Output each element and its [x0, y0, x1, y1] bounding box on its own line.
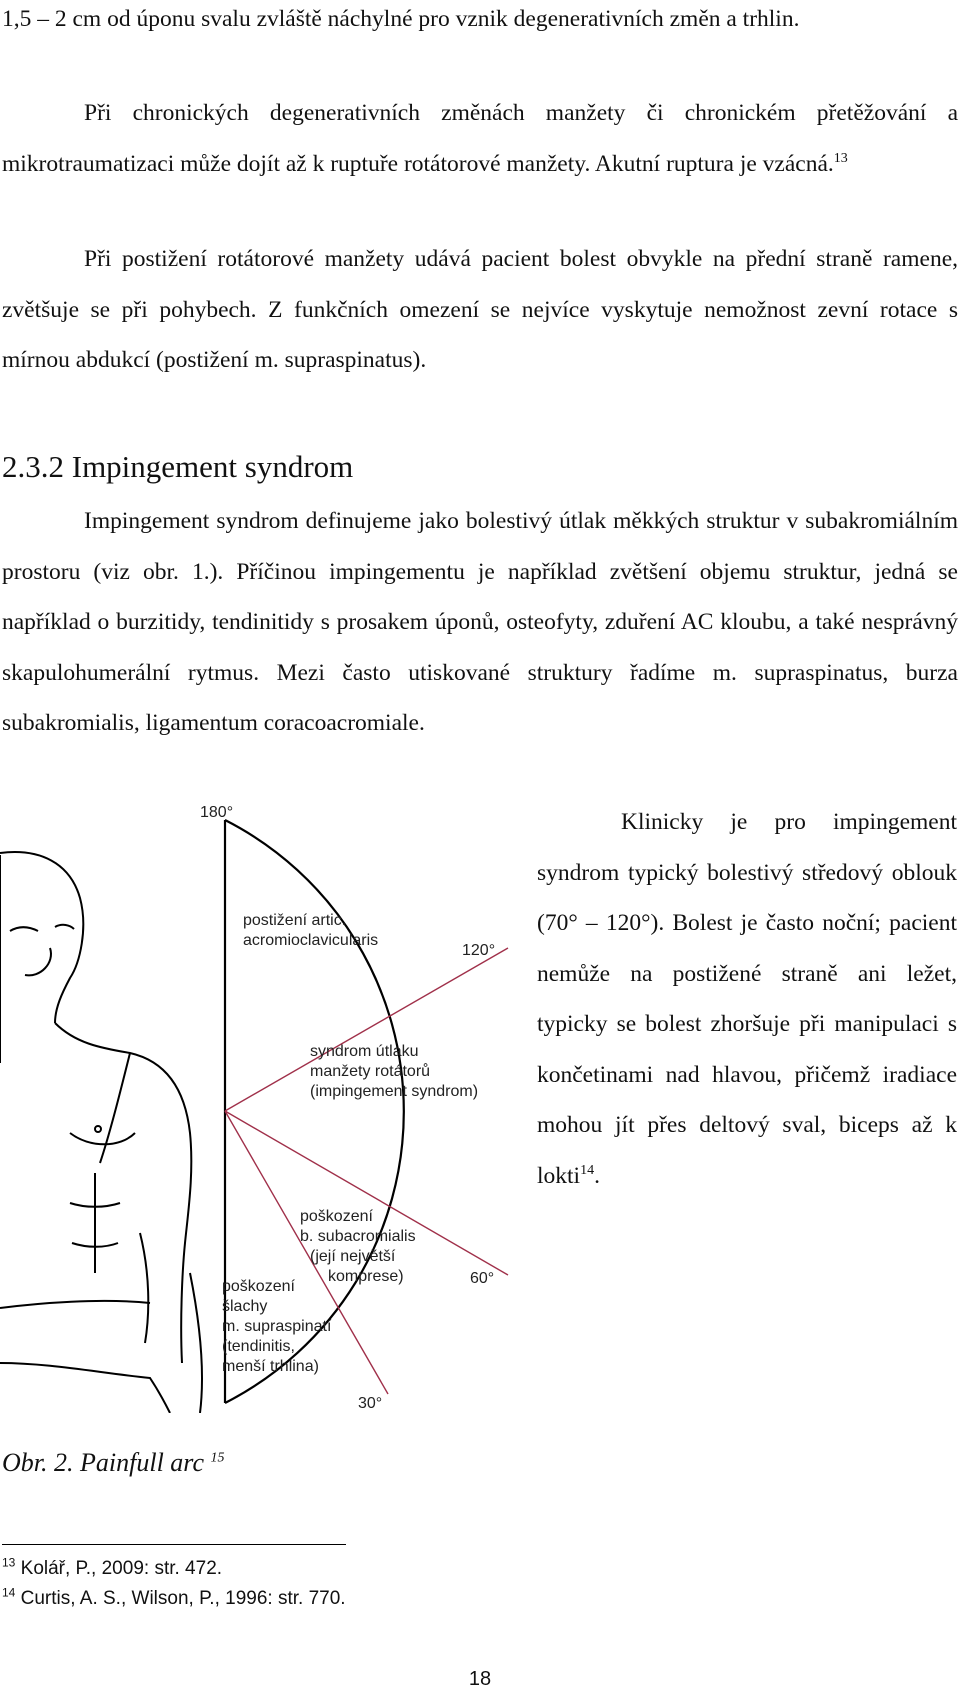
underwear-line: [0, 1363, 170, 1413]
paragraph-1: 1,5 – 2 cm od úponu svalu zvláště náchylné pro vznik degenerativních změn a trhlin.: [2, 6, 800, 32]
zone-tendon-line-5: menší trhlina): [222, 1358, 319, 1375]
footnote-14: [2, 1585, 346, 1610]
zone-bursa-line-1: poškození: [300, 1208, 373, 1225]
footnote-13-number: 13: [2, 1555, 16, 1570]
zone-label-tendon: [222, 1278, 332, 1375]
zone-impingement-line-1: syndrom útlaku: [310, 1043, 419, 1060]
eye-left: [10, 927, 38, 931]
paragraph-5-text: Klinicky je pro impingement syndrom typický bolestivý středový oblouk (70° – 120°). Bolest je často noční; pacient nemůže na postižené straně ani ležet, typicky se bolest zhoršuje při manipulaci s končetinami nad hlavou, přičemž iradiace mohou jít přes deltový sval, biceps až k lokti: [537, 809, 957, 1189]
footnote-13: [2, 1555, 223, 1580]
zone-label-impingement: [310, 1043, 478, 1100]
zone-bursa-line-3: (její největší: [310, 1248, 396, 1265]
zone-label-bursa: [300, 1208, 416, 1285]
footnote-13-text: Kolář, P., 2009: str. 472.: [20, 1558, 223, 1579]
paragraph-5: [537, 797, 957, 1201]
torso-side: [140, 1233, 148, 1343]
shoulder-arm-right: [55, 1023, 191, 1363]
caption-text: Obr. 2. Painfull arc: [2, 1448, 204, 1477]
pectoral-line: [70, 1133, 135, 1144]
footnote-14-text: Curtis, A. S., Wilson, P., 1996: str. 770.: [20, 1588, 346, 1609]
paragraph-2-text: Při chronických degenerativních změnách manžety či chronickém přetěžování a mikrotraumatizaci může dojít až k ruptuře rotátorové manžety. Akutní ruptura je vzácná.: [2, 100, 958, 177]
zone-ac-line-1: postižení artic.: [243, 912, 347, 929]
footnote-divider: [2, 1544, 346, 1545]
paragraph-2: [2, 88, 958, 189]
zone-bursa-line-4: komprese): [328, 1268, 404, 1285]
page-number: 18: [468, 1668, 492, 1690]
degree-label-120: 120°: [462, 942, 496, 959]
zone-impingement-line-2: manžety rotátorů: [310, 1063, 431, 1080]
caption-ref: 15: [210, 1450, 225, 1466]
footnote-ref-14: 14: [580, 1162, 595, 1178]
footnote-ref-13: 13: [833, 150, 848, 166]
paragraph-4: Impingement syndrom definujeme jako bolestivý útlak měkkých struktur v subakromiálním prostoru (viz obr. 1.). Příčinou impingementu je například zvětšení objemu struktur, jedná se například o burzitidy, tendinitidy s prosakem úponů, osteofyty, zduření AC kloubu, a také nesprávný skapulohumerální rytmus. Mezi často utiskované struktury řadíme m. supraspinatus, burza subakromialis, ligamentum coracoacromiale.: [2, 508, 958, 736]
zone-tendon-line-1: poškození: [222, 1278, 295, 1295]
footnote-14-number: 14: [2, 1585, 16, 1600]
chest-line: [100, 1053, 130, 1163]
zone-impingement-line-3: (impingement syndrom): [310, 1083, 479, 1100]
figure-caption: [2, 1448, 224, 1478]
head-outline: [0, 852, 83, 1023]
zone-tendon-line-4: (tendinitis,: [222, 1338, 295, 1355]
paragraph-3: Při postižení rotátorové manžety udává pacient bolest obvykle na přední straně ramene, zvětšuje se při pohybech. Z funkčních omezení se nejvíce vyskytuje nemožnost zevní rotace s mírnou abdukcí (postižení m. supraspinatus).: [2, 246, 958, 373]
painful-arc-illustration: [0, 803, 530, 1413]
zone-label-ac: [243, 912, 378, 949]
painful-arc-figure: [0, 803, 530, 1413]
arc-outline: [225, 820, 404, 1403]
paragraph-5-end: .: [594, 1162, 600, 1189]
section-heading: 2.3.2 Impingement syndrom: [2, 449, 354, 484]
zone-tendon-line-3: m. supraspinatí: [222, 1318, 332, 1335]
degree-label-180: 180°: [200, 804, 234, 821]
zone-tendon-line-2: šlachy: [222, 1298, 268, 1315]
face-detail: [25, 948, 51, 975]
degree-label-60: 60°: [470, 1270, 495, 1287]
eye-right: [55, 925, 74, 929]
human-figure: [0, 852, 202, 1413]
zone-bursa-line-2: b. subacromialis: [300, 1228, 416, 1245]
forearm-line: [190, 1273, 202, 1413]
waistband: [0, 1301, 150, 1308]
nipple: [95, 1126, 101, 1132]
degree-label-30: 30°: [358, 1395, 383, 1412]
zone-ac-line-2: acromioclavicularis: [243, 932, 379, 949]
